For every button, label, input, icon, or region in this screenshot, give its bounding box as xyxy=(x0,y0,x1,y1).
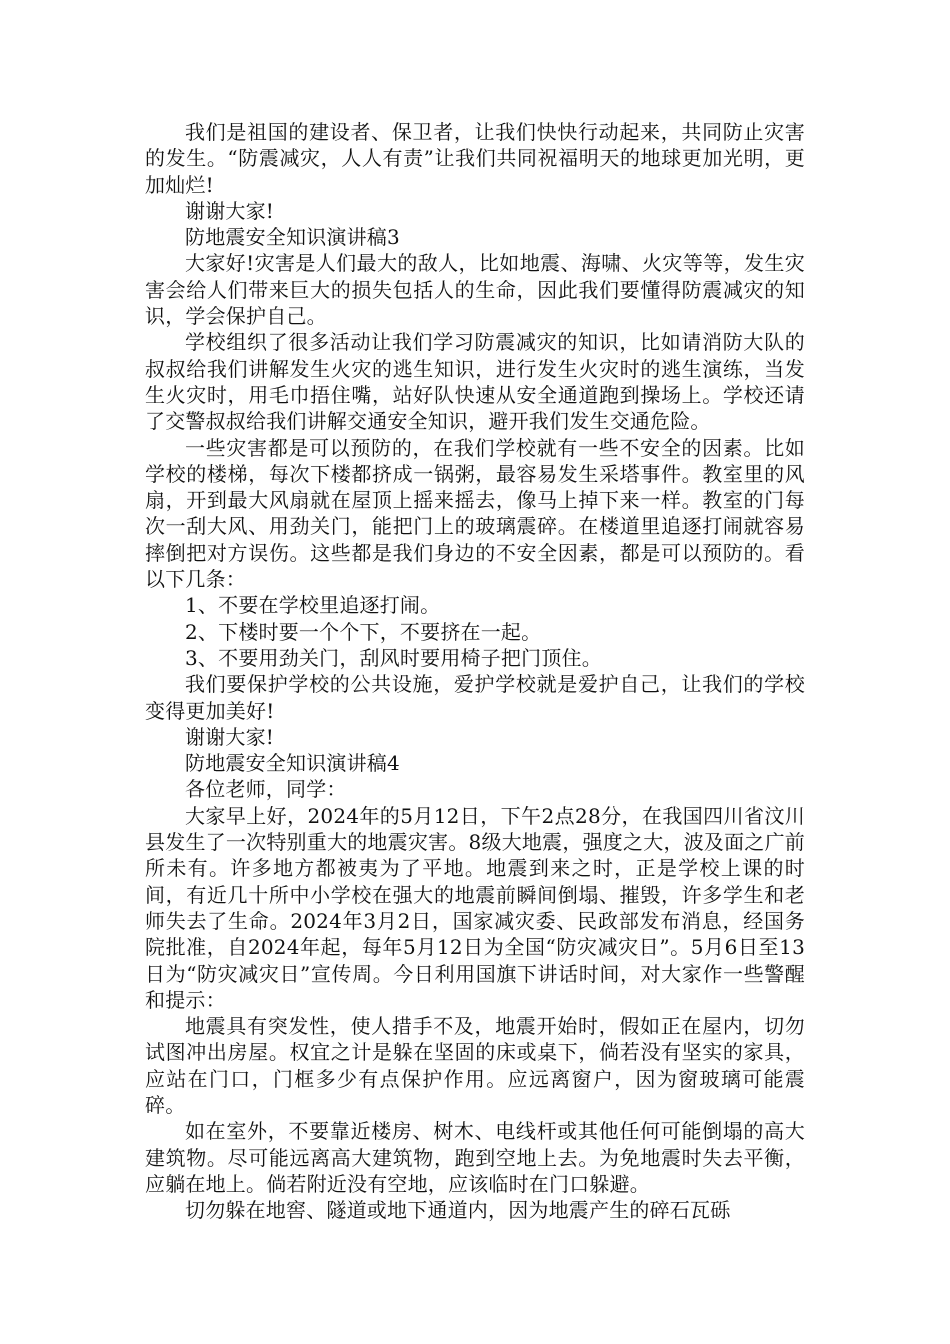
list-item: 2、下楼时要一个个下，不要挤在一起。 xyxy=(185,619,542,644)
paragraph: 切勿躲在地窖、隧道或地下通道内，因为地震产生的碎石瓦砾 xyxy=(185,1198,731,1223)
section-heading: 防地震安全知识演讲稿4 xyxy=(185,751,400,776)
paragraph: 学校组织了很多活动让我们学习防震减灾的知识，比如请消防大队的叔叔给我们讲解发生火灾的逃生知识，进行发生火灾时的逃生演练，当发生火灾时，用毛巾捂住嘴，站好队快速从安全通道跑到操场上。学校还请了交警叔叔给我们讲解交通安全知识，避开我们发生交通危险。 xyxy=(145,330,805,434)
closing-line: 谢谢大家! xyxy=(185,724,275,749)
section-heading: 防地震安全知识演讲稿3 xyxy=(185,225,400,250)
paragraph: 大家早上好，2024年的5月12日，下午2点28分，在我国四川省汶川县发生了一次特别重大的地震灾害。8级大地震，强度之大，波及面之广前所未有。许多地方都被夷为了平地。地震到来之时，正是学校上课的时间，有近几十所中小学校在强大的地震前瞬间倒塌、摧毁，许多学生和老师失去了生命。2024年3月2日，国家减灾委、民政部发布消息，经国务院批准，自2024年起，每年5月12日为全国“防灾减灾日”。5月6日至13日为“防灾减灾日”宣传周。今日利用国旗下讲话时间，对大家作一些警醒和提示： xyxy=(145,803,805,1012)
list-item: 1、不要在学校里追逐打闹。 xyxy=(185,593,441,618)
salutation: 各位老师，同学： xyxy=(185,777,347,802)
paragraph: 如在室外，不要靠近楼房、树木、电线杆或其他任何可能倒塌的高大建筑物。尽可能远离高大建筑物，跑到空地上去。为免地震时失去平衡，应躺在地上。倘若附近没有空地，应该临时在门口躲避。 xyxy=(145,1119,805,1196)
closing-line: 谢谢大家! xyxy=(185,198,275,223)
paragraph: 我们是祖国的建设者、保卫者，让我们快快行动起来，共同防止灾害的发生。“防震减灾，人人有责”让我们共同祝福明天的地球更加光明，更加灿烂! xyxy=(145,120,805,197)
paragraph: 我们要保护学校的公共设施，爱护学校就是爱护自己，让我们的学校变得更加美好! xyxy=(145,672,805,723)
paragraph: 地震具有突发性，使人措手不及，地震开始时，假如正在屋内，切勿试图冲出房屋。权宜之计是躲在坚固的床或桌下，倘若没有坚实的家具，应站在门口，门框多少有点保护作用。应远离窗户，因为窗玻璃可能震碎。 xyxy=(145,1014,805,1117)
paragraph: 大家好!灾害是人们最大的敌人，比如地震、海啸、火灾等等，发生灾害会给人们带来巨大的损失包括人的生命，因此我们要懂得防震减灾的知识，学会保护自己。 xyxy=(145,251,805,329)
document-body xyxy=(145,119,805,1223)
paragraph: 一些灾害都是可以预防的，在我们学校就有一些不安全的因素。比如学校的楼梯，每次下楼都挤成一锅粥，最容易发生采塔事件。教室里的风扇，开到最大风扇就在屋顶上摇来摇去，像马上掉下来一样。教室的门每次一刮大风、用劲关门，能把门上的玻璃震碎。在楼道里追逐打闹就容易摔倒把对方误伤。这些都是我们身边的不安全因素，都是可以预防的。看以下几条： xyxy=(145,435,805,592)
list-item: 3、不要用劲关门，刮风时要用椅子把门顶住。 xyxy=(185,645,602,670)
